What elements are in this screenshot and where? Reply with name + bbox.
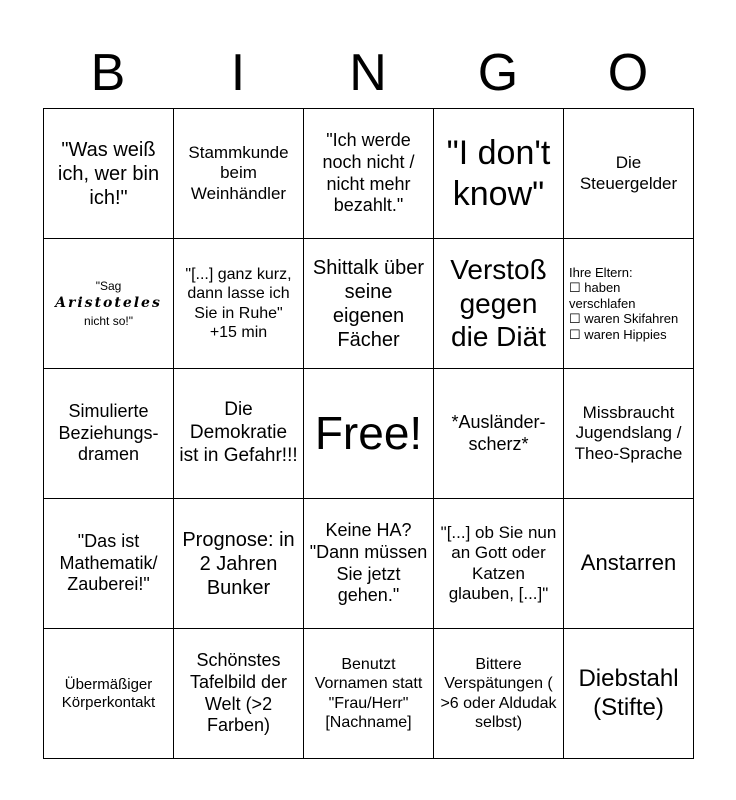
cell-text: nicht so!" bbox=[84, 313, 133, 328]
header-letter-b: B bbox=[90, 44, 126, 102]
checkbox-option: ☐ waren Hippies bbox=[569, 326, 667, 342]
bingo-cell[interactable]: Prognose: in 2 Jahren Bunker bbox=[174, 499, 304, 629]
bingo-cell[interactable] bbox=[564, 239, 694, 369]
header-letter-o: O bbox=[607, 44, 649, 102]
bingo-cell[interactable]: "Was weiß ich, wer bin ich!" bbox=[44, 109, 174, 239]
bingo-cell[interactable]: Bittere Verspätungen ( >6 oder Aldudak selbst) bbox=[434, 629, 564, 759]
bingo-cell[interactable]: "I don't know" bbox=[434, 109, 564, 239]
bingo-cell[interactable]: Die Steuergelder bbox=[564, 109, 694, 239]
header-letter-g: G bbox=[477, 44, 519, 102]
bingo-header bbox=[43, 40, 693, 106]
bingo-cell[interactable] bbox=[44, 239, 174, 369]
bingo-cell[interactable]: Stammkunde beim Weinhändler bbox=[174, 109, 304, 239]
cell-text: "Sag bbox=[95, 278, 122, 293]
bingo-cell[interactable]: Schönstes Tafelbild der Welt (>2 Farben) bbox=[174, 629, 304, 759]
board-row bbox=[44, 499, 694, 629]
bingo-cell[interactable]: Benutzt Vornamen statt "Frau/Herr" [Nachname] bbox=[304, 629, 434, 759]
board-row bbox=[44, 629, 694, 759]
board-row bbox=[44, 239, 694, 369]
bingo-cell[interactable]: Anstarren bbox=[564, 499, 694, 629]
board-row bbox=[44, 109, 694, 239]
checkbox-option: ☐ haben verschlafen bbox=[569, 280, 636, 311]
bingo-cell[interactable]: "Das ist Mathematik/ Zauberei!" bbox=[44, 499, 174, 629]
bingo-cell[interactable]: Die Demokratie ist in Gefahr!!! bbox=[174, 369, 304, 499]
bingo-cell[interactable]: *Ausländer-scherz* bbox=[434, 369, 564, 499]
bingo-cell[interactable]: Übermäßiger Körperkontakt bbox=[44, 629, 174, 759]
free-cell[interactable]: Free! bbox=[304, 369, 434, 499]
board-row bbox=[44, 369, 694, 499]
bingo-board bbox=[43, 108, 694, 759]
bingo-cell[interactable]: Keine HA? "Dann müssen Sie jetzt gehen." bbox=[304, 499, 434, 629]
bingo-cell[interactable]: Verstoß gegen die Diät bbox=[434, 239, 564, 369]
bingo-cell[interactable]: Shittalk über seine eigenen Fächer bbox=[304, 239, 434, 369]
aristoteles-name: Aristoteles bbox=[55, 295, 162, 312]
checkbox-option: ☐ waren Skifahren bbox=[569, 311, 679, 327]
bingo-cell[interactable]: Diebstahl (Stifte) bbox=[564, 629, 694, 759]
bingo-cell[interactable]: Missbraucht Jugendslang / Theo-Sprache bbox=[564, 369, 694, 499]
bingo-cell[interactable]: "Ich werde noch nicht / nicht mehr bezahlt." bbox=[304, 109, 434, 239]
bingo-cell[interactable]: "[...] ganz kurz, dann lasse ich Sie in Ruhe" +15 min bbox=[174, 239, 304, 369]
bingo-cell[interactable]: "[...] ob Sie nun an Gott oder Katzen glauben, [...]" bbox=[434, 499, 564, 629]
bingo-cell[interactable]: Simulierte Beziehungs-dramen bbox=[44, 369, 174, 499]
header-letter-i: I bbox=[230, 44, 246, 102]
header-letter-n: N bbox=[349, 44, 387, 102]
cell-title: Ihre Eltern: bbox=[569, 264, 633, 280]
